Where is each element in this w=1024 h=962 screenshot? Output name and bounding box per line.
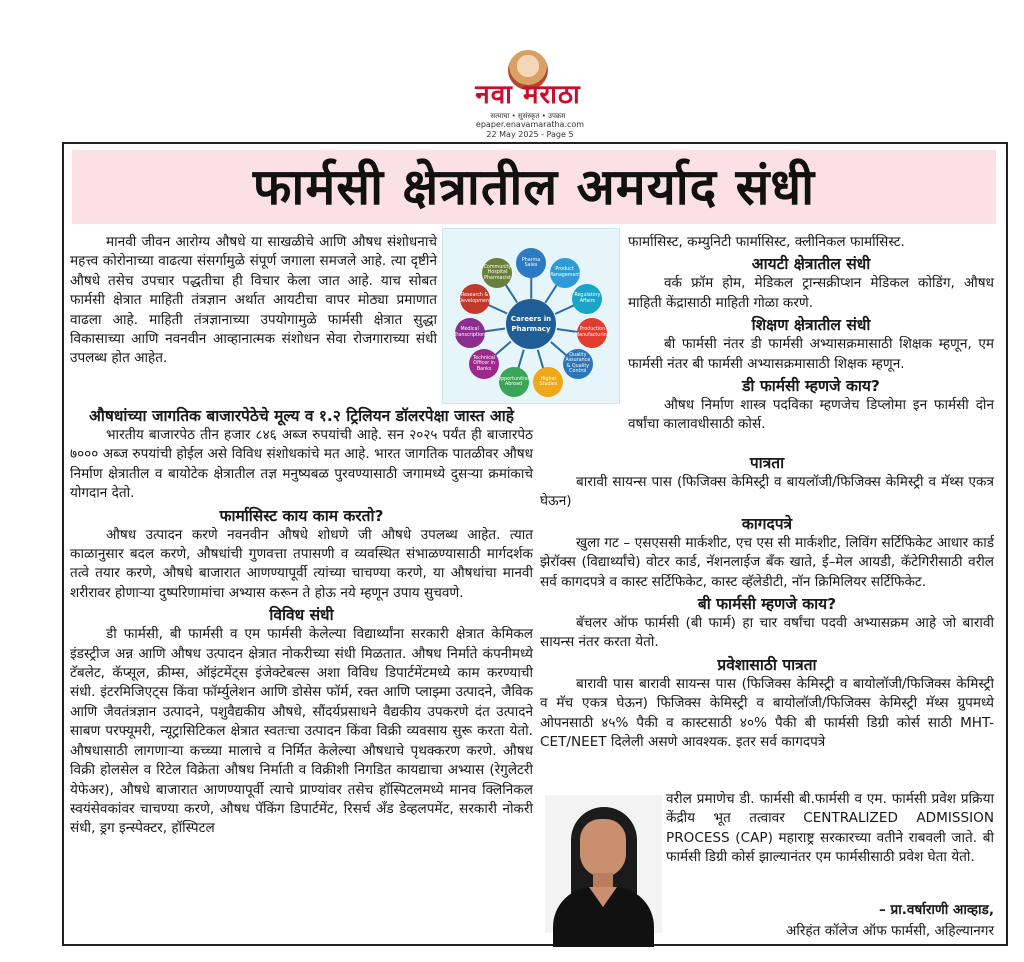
- infographic-node: Higher Studies: [533, 367, 563, 397]
- newspaper-logo: नवा मराठा: [475, 80, 581, 110]
- paragraph-education-opportunities: बी फार्मसी नंतर डी फार्मसी अभ्यासक्रमासाठी शिक्षक म्हणून, एम फार्मसी नंतर बी फार्मसी अभ्यासक्रमासाठी शिक्षक म्हणून.: [628, 336, 994, 372]
- paragraph-market-value: भारतीय बाजारपेठ तीन हजार ८४६ अब्ज रुपयांची आहे. सन २०२५ पर्यंत ही बाजारपेठ ७००० अब्ज रुपयांची होईल असे विविध संशोधकांचे मत आहे. भारत जागतिक पातळीवर औषध निर्माण क्षेत्रातील व बायोटेक क्षेत्रातील तज्ञ मनुष्यबळ पुरवण्यासाठी जगामध्ये दुसऱ्या क्रमांकाचे योगदान देतो.: [70, 427, 533, 502]
- intro-column: [70, 233, 437, 369]
- author-photo: [545, 795, 662, 933]
- infographic-node: Technical Officer in Banks: [469, 349, 499, 379]
- heading-various-opportunities: विविध संधी: [269, 606, 334, 625]
- heading-admission-eligibility: प्रवेशासाठी पात्रता: [717, 655, 817, 674]
- paragraph-admission-process: वरील प्रमाणेच डी. फार्मसी बी.फार्मसी व एम. फार्मसी प्रवेश प्रक्रिया केंद्रीय भूत तत्वावर CENTRALIZED ADMISSION PROCESS (CAP) महाराष्ट्र सरकारच्या वतीने राबवली जाते. बी फार्मसी डिग्री कोर्स झाल्यानंतर एम फार्मसीसाठी प्रवेश घेता येतो.: [666, 791, 994, 866]
- paragraph-eligibility: बारावी सायन्स पास (फिजिक्स केमिस्ट्री व बायलॉजी/फिजिक्स केमिस्ट्री व मॅथ्स एकत्र घेऊन): [540, 474, 994, 510]
- author-affiliation: अरिहंत कॉलेज ऑफ फार्मसी, अहिल्यानगर: [785, 923, 994, 939]
- infographic-node: Medical Transcription: [455, 318, 485, 348]
- author-signature: [690, 900, 994, 942]
- heading-market-value: औषधांच्या जागतिक बाजारपेठेचे मूल्य व १.२ ट्रिलियन डॉलरपेक्षा जास्त आहे: [89, 407, 514, 425]
- paragraph-b-pharmacy: बॅचलर ऑफ फार्मसी (बी फार्म) हा चार वर्षांचा पदवी अभ्यासक्रम आहे जो बारावी सायन्स नंतर करता येतो.: [540, 615, 994, 651]
- infographic-node: Product Management: [550, 258, 580, 288]
- paragraph-admission-eligibility: बारावी पास बारावी सायन्स पास (फिजिक्स केमिस्ट्री व बायोलॉजी/फिजिक्स केमिस्ट्री व मॅच एकत्र घेऊन) फिजिक्स केमिस्ट्री व बायोलॉजी/फिजिक्स केमिस्ट्री मॅथ्स ग्रुपमध्ये ओपनसाठी ४५% पैकी व कास्टसाठी ४०% पैकी बी फार्मसी डिग्री कोर्स साठी MHT-CET/NEET दिलेली असणे आवश्यक. इतर सर्व कागदपत्रे: [540, 675, 994, 751]
- paragraph-d-pharmacy: औषध निर्माण शास्त्र पदविका म्हणजेच डिप्लोमा इन फार्मसी दोन वर्षांचा कालावधीसाठी कोर्स.: [628, 397, 994, 433]
- paragraph-documents: खुला गट – एसएससी मार्कशीट, एच एस सी मार्कशीट, लिविंग सर्टिफिकेट आधार कार्ड झेरॉक्स (विद्यार्थ्यांचे) वोटर कार्ड, नॅशनलाईज बँक खाते, ई–मेल आयडी, कॅटेगिरीसाठी वरील सर्व कागदपत्रे व कास्ट सर्टिफिकेट, कास्ट व्हॅलेडीटी, नॉन क्रिमिलियर सर्टिफिकेट.: [540, 534, 994, 590]
- author-name: – प्रा.वर्षाराणी आव्हाड,: [878, 902, 994, 918]
- intro-paragraph: मानवी जीवन आरोग्य औषधे या साखळीचे आणि औषध संशोधनाचे महत्त्व कोरोनाच्या वाढत्या संसर्गामुळे संपूर्ण जगाला समजले आहे. त्या दृष्टीने औषधे तसेच उपचार पद्धतीचा ही विचार केला जात आहे. याच सोबत फार्मसी क्षेत्रात माहिती तंत्रज्ञान अर्थात आयटीचा वापर मोठ्या प्रमाणात वाढला आहे. माहिती तंत्रज्ञानाच्या उपयोगामुळे फार्मसी क्षेत्रात सुद्धा विकासाच्या आणि नवनवीन आव्हानात्मक संशोधन सेवा रोजगाराच्या संधी उपलब्ध होत आहेत.: [70, 234, 437, 367]
- masthead: [450, 50, 610, 140]
- infographic-node: Regulatory Affairs: [572, 284, 602, 314]
- infographic-node: Quality Assurance & Quality Control: [563, 349, 593, 379]
- heading-pharmacist-work: फार्मासिस्ट काय काम करतो?: [219, 506, 384, 525]
- edition-date: 22 May 2025 - Page 5: [486, 130, 574, 139]
- heading-it-opportunities: आयटी क्षेत्रातील संधी: [751, 255, 871, 274]
- epaper-url: epaper.enavamaratha.com: [475, 120, 585, 129]
- heading-b-pharmacy: बी फार्मसी म्हणजे काय?: [697, 595, 837, 614]
- infographic-node: Opportunities Abroad: [499, 367, 529, 397]
- infographic-node: Research & Development: [460, 284, 490, 314]
- infographic-node: Pharma Sales: [516, 248, 546, 278]
- heading-documents: कागदपत्रे: [741, 514, 793, 533]
- article-title: फार्मसी क्षेत्रातील अमर्याद संधी: [252, 158, 816, 216]
- paragraph-various-opportunities: डी फार्मसी, बी फार्मसी व एम फार्मसी केलेल्या विद्यार्थ्यांना सरकारी क्षेत्रात केमिकल इंडस्ट्रीज अन्न आणि औषध उत्पादन क्षेत्रात नोकरीच्या संधी मिळतात. औषध निर्माते कंपनीमध्ये टॅबलेट, कॅप्सूल, क्रीम्स, ऑइंटमेंट्स इंजेक्टेबल्स अशा विविध डिपार्टमेंटमध्ये काम करण्याची संधी. इंटरमिजिएट्स किंवा फॉर्म्युलेशन आणि डोसेस फॉर्म, रक्त आणि प्लाझ्मा उत्पादने, जैविक आणि जैवतंत्रज्ञान उत्पादने, पशुवैद्यकीय औषधे, सौंदर्यप्रसाधने वैद्यकीय उपकरणे दंत उत्पादने साबण परफ्यूमरी, न्यूट्रासिटिकल क्षेत्रात स्वतःचा उत्पादन किंवा विक्री व्यवसाय सुरू करता येतो. औषधासाठी लागणाऱ्या कच्च्या मालाचे व निर्मित केलेल्या औषधाचे पृथक्करण करणे. औषध विक्री होलसेल व रिटेल विक्रेता औषध निर्माती व विक्रीशी निगडित कायद्याचा अभ्यास (रेगुलेटरी येफेअर), औषधे बाजारात आणण्यापूर्वी त्याचे प्राण्यांवर तसेच हॉस्पिटलमध्ये मानव क्लिनिकल स्वयंसेवकांवर चाचण्या करणे, औषध पॅकिंग डिपार्टमेंट, रिसर्च अँड डेव्हलपमेंट, सरकारी नोकरी संधी, ड्रग इन्स्पेक्टर, हॉस्पिटल: [70, 626, 533, 837]
- infographic-node: Community Hospital Pharmacist: [482, 258, 512, 288]
- paragraph-pharmacist-work: औषध उत्पादन करणे नवनवीन औषधे शोधणे जी औषधे उपलब्ध आहेत. त्यात काळानुसार बदल करणे, औषधांची गुणवत्ता तपासणी व व्यवस्थित संभाळण्यासाठी मार्गदर्शक तत्वे तयार करणे, औषधे बाजारात आणण्यापूर्वी त्यांच्या चाचण्या करणे, या औषधांचा मानवी शरीरावर होणाऱ्या दुष्परिणामांचा अभ्यास करून ते होऊ नये म्हणून उपाय सुचवणे.: [70, 526, 533, 601]
- paragraph-continuation: फार्मासिस्ट, कम्युनिटी फार्मासिस्ट, क्लीनिकल फार्मासिस्ट.: [628, 234, 905, 250]
- newspaper-tagline: सत्याचा • सुसंस्कृत • उपक्रम: [490, 112, 566, 120]
- heading-education-opportunities: शिक्षण क्षेत्रातील संधी: [751, 316, 871, 335]
- left-column: [70, 404, 533, 839]
- heading-d-pharmacy: डी फार्मसी म्हणजे काय?: [742, 377, 880, 396]
- right-column-wide: [540, 451, 994, 752]
- infographic-node: Production Manufacturing: [577, 318, 607, 348]
- right-column: [628, 233, 994, 435]
- infographic-hub: Careers in Pharmacy: [506, 299, 556, 349]
- paragraph-it-opportunities: वर्क फ्रॉम होम, मेडिकल ट्रान्सक्रीप्शन मेडिकल कोडिंग, औषध माहिती केंद्रासाठी माहिती गोळा करणे.: [628, 275, 994, 311]
- admission-process-column: [666, 790, 994, 868]
- heading-eligibility: पात्रता: [749, 454, 785, 472]
- careers-infographic: [442, 228, 620, 404]
